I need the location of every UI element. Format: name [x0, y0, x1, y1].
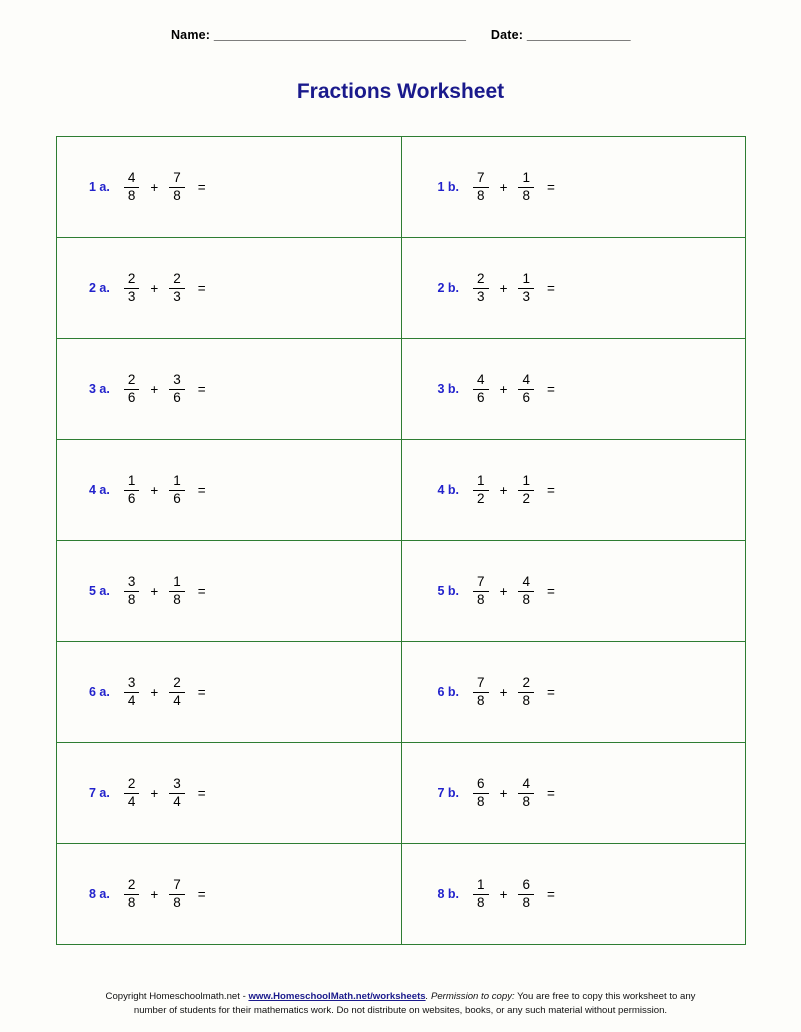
- denominator: 4: [169, 692, 185, 709]
- numerator: 4: [522, 371, 530, 387]
- problem-cell-4a: [57, 440, 402, 541]
- problem-number: 2 b.: [437, 281, 460, 295]
- operator-symbol: +: [499, 179, 508, 195]
- operator-symbol: +: [150, 583, 159, 599]
- equals-symbol: =: [197, 785, 206, 801]
- numerator: 1: [522, 169, 530, 185]
- problem-cell-1a: [57, 137, 402, 238]
- denominator: 8: [518, 591, 534, 608]
- fraction-second: [169, 777, 185, 809]
- problem-cell-1b: [401, 137, 746, 238]
- numerator: 3: [173, 775, 181, 791]
- equals-symbol: =: [197, 886, 206, 902]
- numerator: 1: [522, 270, 530, 286]
- fraction-first: [473, 373, 489, 405]
- problem-number: 4 a.: [89, 483, 110, 497]
- denominator: 2: [518, 490, 534, 507]
- problem-number: 3 a.: [89, 382, 110, 396]
- fraction-first: [473, 171, 489, 203]
- problem-cell-8b: [401, 844, 746, 945]
- operator-symbol: +: [150, 381, 159, 397]
- table-row: [57, 238, 746, 339]
- footer-line-1: [0, 990, 801, 1004]
- operator-symbol: +: [150, 179, 159, 195]
- problem-cell-6a: [57, 642, 402, 743]
- fraction-second: [518, 272, 534, 304]
- equals-symbol: =: [546, 583, 555, 599]
- fraction-first: [124, 373, 140, 405]
- operator-symbol: +: [150, 886, 159, 902]
- fraction-first: [473, 272, 489, 304]
- operator-symbol: +: [499, 583, 508, 599]
- table-row: [57, 137, 746, 238]
- denominator: 8: [518, 692, 534, 709]
- equals-symbol: =: [197, 280, 206, 296]
- problem-number: 7 a.: [89, 786, 110, 800]
- fraction-second: [518, 676, 534, 708]
- homeschoolmath-link[interactable]: www.HomeschoolMath.net/worksheets: [248, 991, 426, 1002]
- page-title: Fractions Worksheet: [296, 80, 505, 103]
- date-label: Date:: [490, 28, 524, 42]
- fraction-second: [169, 474, 185, 506]
- problem-number: 5 b.: [437, 584, 460, 598]
- equals-symbol: =: [546, 785, 555, 801]
- fraction-second: [518, 373, 534, 405]
- equals-symbol: =: [546, 179, 555, 195]
- numerator: 1: [477, 876, 485, 892]
- denominator: 8: [518, 894, 534, 911]
- problem-number: 8 a.: [89, 887, 110, 901]
- fraction-second: [518, 575, 534, 607]
- fraction-second: [169, 373, 185, 405]
- equals-symbol: =: [546, 280, 555, 296]
- problem-number: 1 a.: [89, 180, 110, 194]
- problem-cell-2b: [401, 238, 746, 339]
- numerator: 2: [127, 270, 136, 286]
- problem-number: 3 b.: [437, 382, 460, 396]
- operator-symbol: +: [499, 482, 508, 498]
- permission-text: You are free to copy this worksheet to any: [514, 991, 696, 1002]
- fraction-first: [473, 676, 489, 708]
- denominator: 6: [169, 389, 185, 406]
- problems-grid: [56, 136, 746, 945]
- equals-symbol: =: [197, 381, 206, 397]
- operator-symbol: +: [499, 785, 508, 801]
- numerator: 3: [127, 573, 136, 589]
- fraction-second: [518, 777, 534, 809]
- denominator: 8: [124, 894, 140, 911]
- denominator: 6: [473, 389, 489, 406]
- problem-number: 4 b.: [437, 483, 460, 497]
- denominator: 4: [169, 793, 185, 810]
- problem-cell-3a: [57, 339, 402, 440]
- denominator: 3: [169, 288, 185, 305]
- fraction-first: [473, 575, 489, 607]
- denominator: 8: [124, 187, 140, 204]
- denominator: 6: [169, 490, 185, 507]
- operator-symbol: +: [150, 280, 159, 296]
- fraction-second: [169, 676, 185, 708]
- footer: [0, 990, 801, 1018]
- numerator: 7: [477, 573, 485, 589]
- fraction-first: [124, 777, 140, 809]
- numerator: 4: [477, 371, 485, 387]
- numerator: 2: [173, 270, 181, 286]
- denominator: 8: [473, 692, 489, 709]
- numerator: 6: [477, 775, 485, 791]
- fraction-first: [124, 676, 140, 708]
- date-blank-rule: ________________: [526, 28, 631, 42]
- problem-number: 7 b.: [437, 786, 460, 800]
- numerator: 4: [127, 169, 136, 185]
- problem-cell-5a: [57, 541, 402, 642]
- table-row: [57, 743, 746, 844]
- denominator: 6: [518, 389, 534, 406]
- name-date-line: [0, 28, 801, 42]
- fraction-first: [473, 878, 489, 910]
- denominator: 4: [124, 692, 140, 709]
- denominator: 8: [473, 793, 489, 810]
- operator-symbol: +: [499, 886, 508, 902]
- numerator: 1: [522, 472, 530, 488]
- problem-cell-5b: [401, 541, 746, 642]
- operator-symbol: +: [150, 785, 159, 801]
- problem-cell-8a: [57, 844, 402, 945]
- operator-symbol: +: [499, 280, 508, 296]
- numerator: 7: [477, 674, 485, 690]
- numerator: 1: [173, 573, 181, 589]
- equals-symbol: =: [546, 684, 555, 700]
- table-row: [57, 541, 746, 642]
- problem-cell-7b: [401, 743, 746, 844]
- numerator: 7: [477, 169, 485, 185]
- numerator: 2: [173, 674, 181, 690]
- fraction-first: [124, 575, 140, 607]
- problem-number: 8 b.: [437, 887, 460, 901]
- fraction-first: [473, 777, 489, 809]
- numerator: 7: [173, 169, 181, 185]
- denominator: 3: [518, 288, 534, 305]
- problem-cell-6b: [401, 642, 746, 743]
- denominator: 8: [169, 894, 185, 911]
- numerator: 1: [477, 472, 485, 488]
- copyright-text: Copyright Homeschoolmath.net -: [105, 991, 249, 1002]
- fraction-second: [169, 878, 185, 910]
- problem-cell-2a: [57, 238, 402, 339]
- footer-line-2: number of students for their mathematics work. Do not distribute on websites, books, or any such material without permission.: [133, 1004, 668, 1016]
- denominator: 6: [124, 389, 140, 406]
- fraction-second: [518, 171, 534, 203]
- fraction-second: [169, 171, 185, 203]
- numerator: 1: [127, 472, 136, 488]
- fraction-first: [124, 474, 140, 506]
- equals-symbol: =: [197, 179, 206, 195]
- numerator: 2: [127, 371, 136, 387]
- numerator: 1: [173, 472, 181, 488]
- denominator: 8: [518, 793, 534, 810]
- equals-symbol: =: [546, 482, 555, 498]
- denominator: 8: [473, 187, 489, 204]
- denominator: 6: [124, 490, 140, 507]
- denominator: 8: [518, 187, 534, 204]
- fraction-second: [518, 878, 534, 910]
- fraction-first: [124, 878, 140, 910]
- denominator: 3: [473, 288, 489, 305]
- equals-symbol: =: [197, 583, 206, 599]
- problem-number: 6 b.: [437, 685, 460, 699]
- operator-symbol: +: [499, 381, 508, 397]
- fraction-first: [124, 272, 140, 304]
- denominator: 8: [473, 591, 489, 608]
- table-row: [57, 642, 746, 743]
- denominator: 4: [124, 793, 140, 810]
- denominator: 8: [169, 187, 185, 204]
- equals-symbol: =: [197, 684, 206, 700]
- table-row: [57, 440, 746, 541]
- operator-symbol: +: [150, 482, 159, 498]
- numerator: 2: [127, 775, 136, 791]
- numerator: 7: [173, 876, 181, 892]
- equals-symbol: =: [546, 886, 555, 902]
- numerator: 6: [522, 876, 530, 892]
- fraction-first: [473, 474, 489, 506]
- problem-cell-4b: [401, 440, 746, 541]
- problem-number: 6 a.: [89, 685, 110, 699]
- operator-symbol: +: [499, 684, 508, 700]
- numerator: 2: [522, 674, 530, 690]
- numerator: 4: [522, 573, 530, 589]
- equals-symbol: =: [197, 482, 206, 498]
- fraction-second: [518, 474, 534, 506]
- fraction-second: [169, 272, 185, 304]
- equals-symbol: =: [546, 381, 555, 397]
- name-blank-rule: _______________________________________: [213, 28, 466, 42]
- problem-cell-7a: [57, 743, 402, 844]
- numerator: 2: [477, 270, 485, 286]
- permission-label: . Permission to copy:: [425, 991, 515, 1002]
- denominator: 8: [124, 591, 140, 608]
- table-row: [57, 339, 746, 440]
- problem-cell-3b: [401, 339, 746, 440]
- denominator: 3: [124, 288, 140, 305]
- name-label: Name:: [170, 28, 211, 42]
- numerator: 3: [173, 371, 181, 387]
- problem-number: 2 a.: [89, 281, 110, 295]
- denominator: 8: [473, 894, 489, 911]
- operator-symbol: +: [150, 684, 159, 700]
- denominator: 8: [169, 591, 185, 608]
- numerator: 4: [522, 775, 530, 791]
- table-row: [57, 844, 746, 945]
- numerator: 2: [127, 876, 136, 892]
- fraction-first: [124, 171, 140, 203]
- denominator: 2: [473, 490, 489, 507]
- fraction-second: [169, 575, 185, 607]
- problem-number: 1 b.: [437, 180, 460, 194]
- numerator: 3: [127, 674, 136, 690]
- problem-number: 5 a.: [89, 584, 110, 598]
